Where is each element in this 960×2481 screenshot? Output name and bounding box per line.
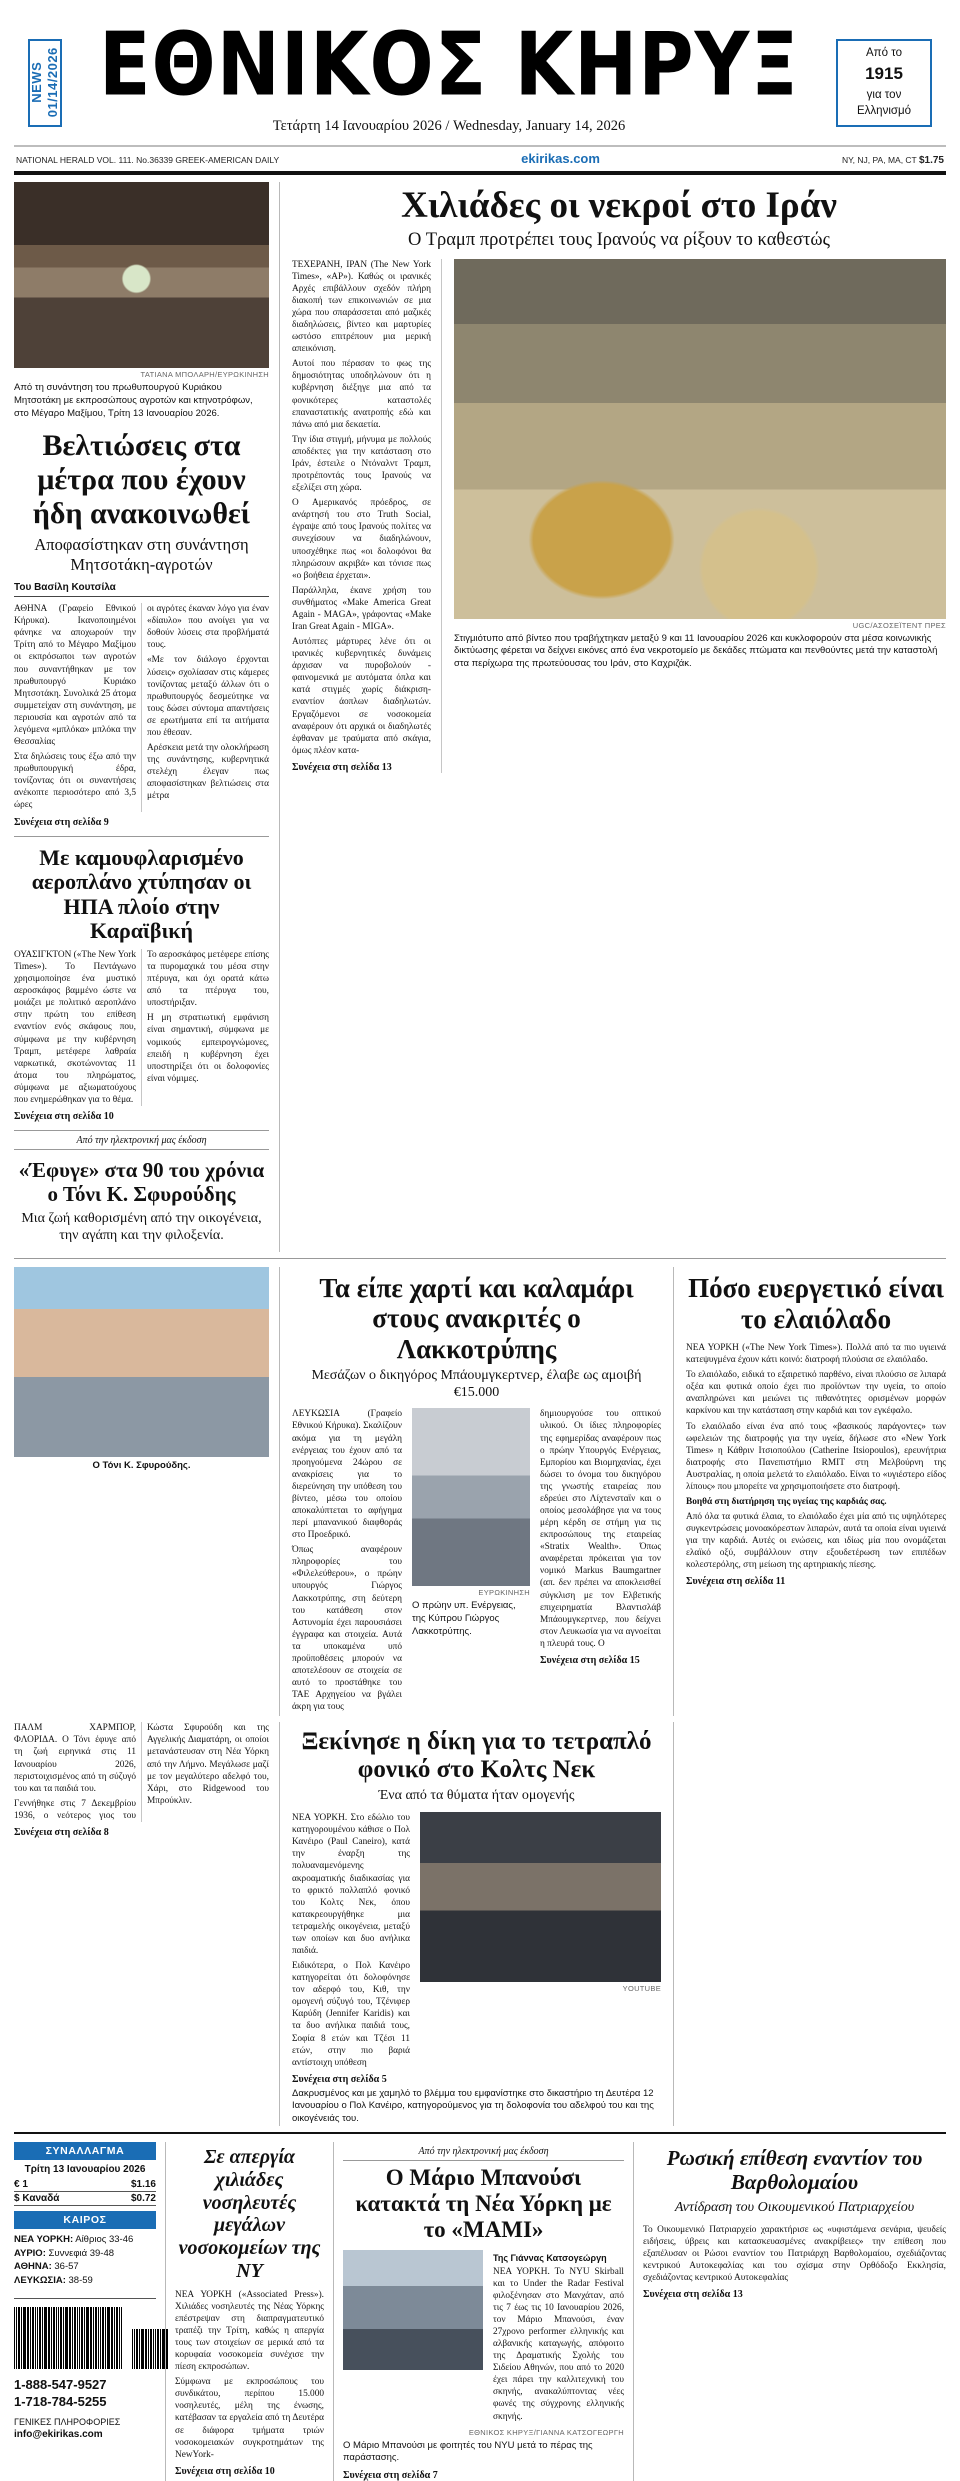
lakkotrypis-portrait-block [412,1408,530,1716]
phone-numbers[interactable] [14,2377,156,2411]
exchange-rate-date: Τρίτη 13 Ιανουαρίου 2026 [24,2163,146,2175]
paragraph: Γεννήθηκε στις 7 Δεκεμβρίου 1936, ο νεότερος γιος του Κώστα Σφυρούδη και της Αγγελικής Διαματάρη, οι οποίοι μετανάστευσαν στη Νέα Υόρκη από την Λήμνο. Μεγάλωσε μαζί με τον μεγαλύτερο αδελφό του, Χάρι, στο Ridgewood του Μπρούκλιν. [14,1723,269,1821]
kicker-obit: Από την ηλεκτρονική μας έκδοση [76,1135,207,1147]
weather-row-tomorrow [14,2247,156,2261]
paragraph: Από όλα τα φυτικά έλαια, το ελαιόλαδο έχει μία από τις υψηλότερες συγκεντρώσεις μονοακόρεστων λιπαρών, αυτά τα οποία είναι υγιεινά για την καρδιά. Αυτές οι ενώσεις, και ιδίως μία που ονομάζεται ελαϊκό οξύ, συμβάλλουν στην εξουδετέρωση των επιπέδων κολεστερόλης, στη μείωση της αρτηριακής πίεσης. [686,1512,946,1571]
deck-farmers: Αποφασίστηκαν στη συνάντηση Μητσοτάκη-αγροτών [34,535,249,574]
photo-credit: UGC/ΑΣΟΣΕΪΤΕΝΤ ΠΡΕΣ [852,620,946,630]
since-mid: για τον [866,88,902,101]
paragraph: ΝΕΑ ΥΟΡΚΗ. Στο εδώλιο του κατηγορουμένου κάθισε ο Πολ Κανέιρο (Paul Caneiro), κατά την έναρξη της πολυαναμενόμενης ακροαματικής διαδικασίας για το φρικτό πολλαπλό φονικό του Κολτς Νεκ, όπου κατακρεουργήθηκε μια τετραμελής οικογένεια, μεταξύ των οποίων και δυο ανήλικα παιδιά. [292,1813,410,1956]
since-suffix: Ελληνισμό [857,105,911,118]
banousi-students-photo [343,2250,483,2370]
info-box-column [14,2142,166,2481]
jump-line-oliveoil[interactable]: Συνέχεια στη σελίδα 11 [686,1576,786,1588]
phone-local[interactable]: 1-718-784-5255 [14,2393,107,2409]
photo-caption: Ο Μάριο Μπανούσι με φοιτητές του NYU μετά το πέρας της παράστασης. [343,2439,593,2464]
weather-label: ΑΘΗΝΑ: [14,2261,52,2273]
barcode-area [14,2298,156,2371]
general-info [14,2416,156,2442]
paragraph: Όπως αναφέρουν πληροφορίες του «Φιλελεύθερου», ο πρώην υπουργός Γιώργος Λακκοτρύπης, στη δεύτερη του κατάθεση στον Αστυνομία έχει παρουσιάσει έγγραφα και στοιχεία. Αυτά τα υποκαμένα υπό προϋποθέσεις μπορούν να αποτελέσουν σε στοιχεία σε αυτό το προστάθηκε του ΤΑΕ Αρχηγείου να βγάλει άκρη για τους [292,1545,402,1713]
kicker-mami: Από την ηλεκτρονική μας έκδοση [418,2145,549,2157]
paragraph: Το Οικουμενικό Πατριαρχείο χαρακτήρισε ως «υφιστάμενα σενάρια, ψευδείς ειδήσεις, ύβρεις και κατασκευασμένες ανακρίβειες» την επίθεση που εξαπέλυσαν οι Ρώσοι εναντίον του Πατριάρχη Βαρθολομαίου, σχεδιάζοντας κεντρικού Αυτοκεφαλίας και του σχίσμα στην Ορθόδοξο Εκκλησία, σχεδιάζοντας κεντρικού Αυτοκεφαλίας [643,2225,946,2284]
lakkotrypis-portrait [412,1408,530,1586]
jump-line-russia[interactable]: Συνέχεια στη σελίδα 13 [643,2289,743,2301]
coltsneck-text [292,1812,410,2085]
general-info-label: ΓΕΝΙΚΕΣ ΠΛΗΡΟΦΟΡΙΕΣ [14,2416,121,2427]
coltsneck-photo-block [420,1812,661,2085]
paragraph: Αρέσκεια μετά την ολοκλήρωση της συνάντησης, κυβερνητικά στελέχη έλεγαν πως αποφασίστηκαν βελτιώσεις στα μέτρα [147,743,269,802]
issue-date: Τετάρτη 14 Ιανουαρίου 2026 / Wednesday, January 14, 2026 [272,118,626,135]
obituary-column [14,1267,280,1716]
jump-line-obituary[interactable]: Συνέχεια στη σελίδα 8 [14,1826,109,1838]
weather-value: 38-59 [65,2275,93,2287]
fx-value: $1.16 [130,2178,156,2190]
headline-coltsneck[interactable]: Ξεκίνησε η δίκη για το τετραπλό φονικό στο Κολτς Νεκ [301,1728,652,1784]
jump-line-coltsneck[interactable]: Συνέχεια στη σελίδα 5 [292,2073,387,2085]
paragraph: Ο Αμερικανός πρόεδρος, σε ανάρτησή του στο Truth Social, έγραψε από τους Ιρανούς πολίτες να συνεχίσουν να διαδηλώνουν, υποσχέθηκε πως «οι δολοφόνοι θα πληρώσουν ακριβά» και τόνισε πως «ο βοήθεια έρχεται». [292,498,431,581]
weather-label: ΝΕΑ ΥΟΡΚΗ: [14,2233,74,2245]
fx-label: € 1 [14,2178,28,2190]
fx-value: $0.72 [130,2192,156,2204]
news-badge-label: NEWS [28,62,44,104]
cover-price: $1.75 [918,155,944,167]
exchange-rate-header: ΣΥΝΑΛΛΑΓΜΑ [14,2142,156,2160]
weather-value: Αίθριος 33-46 [73,2233,134,2245]
news-badge-date: 01/14/2026 [45,47,61,118]
paragraph: ΤΕΧΕΡΑΝΗ, ΙΡΑΝ (The New York Times», «AP»). Καθώς οι ιρανικές Αρχές επιβάλλουν σχεδόν πλήρη διακοπή των επικοινωνιών σε μια χώρα που σπαράσσεται από μαζικές διαδηλώσεις, βίντεο και μαρτυρίες ωστόσο επιτρέπουν μια μερική απεικόνιση. [292,259,431,355]
newspaper-title: ΕΘΝΙΚΟΣ ΚΗΡΥΞ [98,14,800,116]
paragraph: Το ελαιόλαδο, ειδικά το εξαιρετικό παρθένο, είναι πλούσιο σε λιπαρά οξέα και φυτικά οποίο έχει πιο προϊόντων την υγεία, το οποίο αναπληρώνει και μειώνει τις πιθανότητες ορισμένων μορφών καρκίνου και την κατάσταση στην καρδιά και τον εγκέφαλο. [686,1370,946,1417]
mami-text [493,2250,624,2426]
headline-oliveoil[interactable]: Πόσο ευεργετικό είναι το ελαιόλαδο [688,1273,944,1334]
weather-label: ΑΥΡΙΟ: [14,2247,46,2259]
weather-value: 36-57 [51,2261,79,2273]
barcode-main [14,2307,122,2369]
paragraph: Αυτόπτες μάρτυρες λένε ότι οι ιρανικές κυβερνητικές δυνάμεις άρχισαν να πυροβολούν - φαινομενικά με αυτόματα όπλα και κατά στιγμές χωρίς διάκριση- εναντίον άοπλων διαδηλωτών. Εργαζόμενοι σε νοσοκομεία αναφέρουν ότι αρχικά οι διαδηλωτές έφθαναν με τραύματα από σκάγια, όμως πλέον κατα- [292,637,431,756]
top-thick-rule [14,171,946,175]
farmers-body [14,603,269,811]
jump-line-iran[interactable]: Συνέχεια στη σελίδα 13 [292,761,392,773]
lakkotrypis-column [280,1267,674,1716]
deck-russia: Αντίδραση του Οικουμενικού Πατριαρχείου [674,2200,915,2216]
jump-line-lakkotrypis[interactable]: Συνέχεια στη σελίδα 15 [540,1654,640,1666]
deck-coltsneck: Ένα από τα θύματα ήταν ομογενής [378,1788,575,1804]
folio-right [842,155,944,166]
headline-lakkotrypis[interactable]: Τα είπε χαρτί και καλαμάρι στους ανακριτές ο Λακκοτρύπης [319,1273,634,1364]
paragraph: ΠΑΛΜ ΧΑΡΜΠΟΡ, ΦΛΟΡΙΔΑ. Ο Τόνι έφυγε από τη ζωή ειρηνικά στις 11 Ιανουαρίου 2026, περιστοιχισμένος από τη σύζυγό του και τα παιδιά του. [14,1723,136,1794]
paragraph: ΟΥΑΣΙΓΚΤΟΝ («The New York Times»). Το Πεντάγωνο χρησιμοποίησε ένα μυστικό αεροσκάφος βαμμένο ώστε να μοιάζει με πολιτικό αεροπλάνο στην πρώτη του επίθεση εναντίον ενός σκάφους που, σύμφωνα με την κυβέρνηση Τραμπ, μετέφερε λαθραία ναρκωτικά, σκοτώνοντας 11 άτομα του πληρώματος, σύμφωνα με αξιωματούχους που ενημερώθηκαν για το θέμα. [14,950,136,1105]
paragraph: Η μη στρατιωτική εμφάνιση είναι σημαντική, σύμφωνα με νομικούς εμπειρογνώμονες, επειδή η κυβέρνηση έχει υποστηρίξει ότι οι δολοφονίες είναι νόμιμες. [147,1013,269,1084]
deck-iran: Ο Τραμπ προτρέπει τους Ιρανούς να ρίξουν το καθεστώς [408,229,830,250]
byline-mami: Της Γιάννας Κατσογεώργη [493,2252,607,2263]
fx-row-cad [14,2192,156,2206]
masthead [14,0,946,135]
folio-bar [14,147,946,171]
paragraph: «Με τον διάλογο έρχονται λύσεις» σχολίασαν στις κάμερες τονίζοντας μεταξύ άλλων ότι ο πρωθυπουργός δεσμεύτηκε να τους δώσει σύντομα απαντήσεις σε ερωτήματα επί τα αιτήματα που έθεσαν. [147,655,269,738]
paragraph: ΛΕΥΚΩΣΙΑ (Γραφείο Εθνικού Κήρυκα). Σκαλίζουν ακόμα για τη μεγάλη ενέργειας του έχουν από τα προηγούμενα 24ώρου σε ανακρίσεις για το διερεύνηση την υπόθεση του βίντεο, μέσω του οποίου αποκαλύπτεται το αφήγημα περί μπανανικού διαφθοράς στο Προεδρικό. [292,1409,402,1541]
phone-toll-free[interactable]: 1-888-547-9527 [14,2376,107,2392]
photo-caption: Από τη συνάντηση του πρωθυπουργού Κυριάκου Μητσοτάκη με εκπροσώπους αγροτών και κτηνοτρόφων, στο Μέγαρο Μαξίμου, Τρίτη 13 Ιανουαρίου 2026. [14,382,253,419]
weather-value: Συννεφιά 39-48 [45,2247,115,2259]
photo-caption: Δακρυσμένος και με χαμηλό το βλέμμα του εμφανίστηκε στο δικαστήριο τη Δευτέρα 12 Ιανουαρίου ο Πολ Κανέιρο, κατηγορούμενος για τη δολοφονία του αδελφού του και της οικογένειάς του. [292,2087,654,2125]
headline-caribbean[interactable]: Με καμουφλαρισμένο αεροπλάνο χτύπησαν οι ΗΠΑ πλοίο στην Καραϊβική [31,844,252,944]
headline-mami[interactable]: Ο Μάριο Μπανούσι κατακτά τη Νέα Υόρκη με το «ΜΑΜΙ» [355,2164,612,2243]
since-prefix: Από το [866,47,902,60]
main-column [280,182,946,1252]
mitsotakis-meeting-photo [14,182,269,368]
paragraph: Ειδικότερα, ο Πολ Κανέιρο κατηγορείται ότι δολοφόνησε τον αδερφό του, Κιθ, την ομογενή σύζυγό του, Τζένιφερ Καρύδη (Jennifer Karidis) και τα δυο ανήλικα παιδιά τους, Σοφία 8 ετών και Τζέσι 11 ετών, στην πιο βαριά αντίστοιχη υπόθεση [292,1961,410,2068]
left-column [14,182,280,1252]
top-band [14,182,946,1252]
weather-header: ΚΑΙΡΟΣ [14,2211,156,2229]
headline-obituary[interactable]: «Έφυγε» στα 90 του χρόνια ο Τόνι Κ. Σφυρούδης [18,1158,265,1206]
paul-caneiro-photo [420,1812,661,1982]
paragraph: Σύμφωνα με εκπροσώπους του συνδικάτου, περίπου 15.000 νοσηλευτές, μέλη της ένωσης, κατέβασαν τα εργαλεία από τη Δευτέρα σε διάφορα τμήματα τριών νοσοκομειακών συγκροτημάτων της NewYork- [175,2377,324,2460]
paragraph: ΝΕΑ ΥΟΡΚΗ («The New York Times»). Πολλά από τα πιο υγιεινά κατεψυγμένα έχουν κάτι κοινό: διατροφή πλούσια σε ελαιόλαδο. [686,1343,946,1366]
folio-left: NATIONAL HERALD VOL. 111. No.36339 GREEK-AMERICAN DAILY [16,155,280,166]
mami-photo-block [343,2250,483,2426]
nameplate [62,14,836,135]
fx-label: $ Καναδά [14,2192,60,2204]
weather-label: ΛΕΥΚΩΣΙΑ: [14,2275,66,2287]
middle-band [14,1267,946,1716]
coltsneck-band [14,1722,946,2126]
paragraph: Στα δηλώσεις τους έξω από την πρωθυπουργική έδρα, τονίζοντας ότι οι συναντήσεις ανέκοπτε περιοσότερο από 3,5 ώρες [14,752,136,811]
weather-row-nicosia [14,2274,156,2288]
headline-nurses[interactable]: Σε απεργία χιλιάδες νοσηλευτές μεγάλων νοσοκομείων της ΝΥ [178,2145,321,2282]
iran-text-column [292,259,442,773]
paragraph: Το αεροσκάφος μετέφερε επίσης τα πυρομαχικά του μέσα στην πτέρυγα, και όχι ορατά κάτω από τα πτέρυγα του, υποστήριξαν. [147,950,269,1009]
obit-text-column [14,1722,280,2126]
lakkotrypis-text-b [540,1408,661,1716]
paragraph: δημιουργούσε του οπτικού υλικού. Οι ίδιες πληροφορίες της εφημερίδας αναφέρουν πως ο πρώην Υπουργός Ενέργειας, Εμπορίου και Βιομηχανίας, έχει δώσει το όνομα του δικηγόρου της γνωστής εταιρείας που εδρεύει στο Λίχτενσταϊν και ο οποίος μεσολάβησε για να τους μέρη κέρδη σε στήμη για τις εκπροσώπους της εταιρείας «Stratix Wealth». Όπως αναφέρεται πρόκειται για τον νομικό Markus Baumgartner (απ. δεν πρέπει να αποκλεισθεί σύγκλιση με τον Ελβετικής επιχειρηματία Βλαντισλάβ Μπάουμγκερτνερ, που δείχνει στον Λευκωσία για να αγνοείται η πλευρά τους. Ο [540,1409,661,1649]
website-link[interactable]: ekirikas.com [521,151,600,167]
subhead-oliveoil: Βοηθά στη διατήρηση της υγείας της καρδιάς σας. [686,1497,887,1508]
headline-russia[interactable]: Ρωσική επίθεση εναντίον του Βαρθολομαίου [666,2145,923,2195]
paragraph: οι αγρότες έκαναν λόγο για έναν «δίαυλο» που ανοίγει για να δοθούν λύσεις στα προβλήματά τους. [147,604,269,651]
folio-regions: NY, NJ, PA, MA, CT [841,155,919,166]
photo-credit: ΕΘΝΙΚΟΣ ΚΗΡΥΞ/ΓΙΑΝΝΑ ΚΑΤΣΟΓΕΩΡΓΗ [468,2427,624,2437]
jump-line-caribbean[interactable]: Συνέχεια στη σελίδα 10 [14,1111,114,1123]
nurses-column [166,2142,334,2481]
paragraph: ΝΕΑ ΥΟΡΚΗ. Το NYU Skirball και το Under the Radar Festival φιλοξένησαν στο Μανχάταν, από τις 7 έως τις 10 Ιανουαρίου 2026, τον Μάριο Μπανούσι, έναν 27χρονο performer ελληνικής και αλβανικής καταγωγής, απόφοιτο της Δραματικής Σχολής του Σιδείου Αθηνών, που από το 2020 έχει πάρει την καλλιτεχνική του σκηνής, ανακαλύπτοντας νέες φωνές της σύγχρονης ελληνικής σκηνής. [493,2266,624,2422]
photo-credit: ΕΥΡΩΚΙΝΗΣΗ [478,1588,530,1598]
jump-line-mami[interactable]: Συνέχεια στη σελίδα 7 [343,2470,438,2481]
bottom-band [14,2142,946,2481]
toni-sfyroudis-photo [14,1267,269,1457]
byline-farmers: Του Βασίλη Κουτσίλα [14,582,269,597]
since-badge [836,39,932,127]
photo-credit: ΤΑΤΙΑΝΑ ΜΠΟΛΑΡΗ/ΕΥΡΩΚΙΝΗΣΗ [140,370,269,380]
oliveoil-column [674,1267,946,1716]
oliveoil-continued [674,1722,946,2126]
coltsneck-column [280,1722,674,2126]
photo-caption: Ο Τόνι Κ. Σφυρούδης. [92,1460,191,1472]
paragraph: Αυτοί που πέρασαν το φως της δημοσιότητας υποδηλώνουν ότι η κυβέρνηση διέξηγε μια από τα φονικότερες καταστολές επαναστατικής ανατροπής εδώ και πάνω από μια δεκαετία. [292,359,431,430]
russia-column [634,2142,946,2481]
headline-farmers[interactable]: Βελτιώσεις στα μέτρα που έχουν ήδη ανακοινωθεί [32,429,251,530]
obit-body [14,1722,269,1822]
since-year: 1915 [865,63,903,83]
paragraph: ΑΘΗΝΑ (Γραφείο Εθνικού Κήρυκα). Ικανοποιημένοι φάνηκε να αποχωρούν την Τρίτη από το Μέγαρο Μαξίμου οι εκπρόσωποι των αγροτών που συναντήθηκαν με τον πρωθυπουργό Κυριάκο Μητσοτάκη. Συνολικά 25 άτομα συμμετείχαν στη συνάντηση, με περιουσία και αγροτών από τα λεγόμενα «μπλόκα» μπλόκα την Θεσσαλίας [14,604,136,748]
photo-credit: YOUTUBE [622,1984,661,1994]
paragraph: Την ίδια στιγμή, μήνυμα με πολλούς αποδέκτες για την κατάσταση στο Ιράν, έστειλε ο Ντόναλντ Τραμπ, προτρέποντάς τους Ιρανούς να εξελίξει στη χώρα. [292,434,431,494]
jump-line-farmers[interactable]: Συνέχεια στη σελίδα 9 [14,816,109,828]
weather-row-ny [14,2233,156,2247]
paragraph: Το ελαιόλαδο είναι ένα από τους «βασικούς παράγοντες» των ωφελειών της διατροφής για την υγεία, δήλωσε στο «New York Times» η Κάθριν Ιτσιοπούλου (Catherine Itsiopoulos), ερευνήτρια διατροφής στο Πανεπιστήμιο RMIT στη Μελβούρνη της Αυστραλίας, η οποία μελετά το ελαιόλαδο. Είναι το «υγιέστερο είδος λίπους» που μπορείτε να χρησιμοποιήσετε στο διατροφή. [686,1421,946,1492]
lakkotrypis-text-a [292,1408,402,1716]
paragraph: ΝΕΑ ΥΟΡΚΗ («Associated Press»). Χιλιάδες νοσηλευτές της Νέας Υόρκης επέστρεψαν στη διαπραγματευτικό τραπέζι την Τρίτη, καθώς η απεργία τους των στοιχείων σε μερικά από τα κορυφαία νοσοκομεία συνέχισε την πίεση εκπροσώπων. [175,2289,324,2373]
photo-caption: Στιγμιότυπο από βίντεο που τραβήχτηκαν μεταξύ 9 και 11 Ιανουαρίου 2026 και κυκλοφορούν στα μέσα κοινωνικής δικτύωσης φέρεται να δείχνει εικόνες από ένα νεκροτομείο με δεκάδες πτώματα και πενθούντες μετά την καταστολή στα περίχωρα της πρωτεύουσας του Ιράν, στο Καχριζάκ. [454,632,938,670]
mami-column [334,2142,634,2481]
weather-list [14,2229,156,2294]
deck-lakkotrypis: Μεσάζων ο δικηγόρος Μπάουμγκερτνερ, έλαβε ως αμοιβή €15.000 [311,1367,642,1400]
paragraph: Παράλληλα, έκανε χρήση του συνθήματος «Make America Great Again - MAGA», γράφοντας «Make Iran Great Again - MIGA». [292,585,431,632]
headline-iran[interactable]: Χιλιάδες οι νεκροί στο Ιράν [401,185,837,227]
deck-obituary: Μια ζωή καθορισμένη από την οικογένεια, την αγάπη και την φιλοξενία. [21,1211,262,1243]
jump-line-nurses[interactable]: Συνέχεια στη σελίδα 10 [175,2465,275,2477]
email-address[interactable]: info@ekirikas.com [14,2428,103,2440]
caribbean-body [14,949,269,1106]
weather-row-athens [14,2260,156,2274]
iran-photo-block [454,259,946,773]
photo-caption: Ο πρώην υπ. Ενέργειας, της Κύπρου Γιώργος Λακκοτρύπης. [412,1600,516,1637]
iran-morgue-photo [454,259,946,619]
barcode-addon [132,2329,168,2369]
fx-row-eur [14,2178,156,2192]
